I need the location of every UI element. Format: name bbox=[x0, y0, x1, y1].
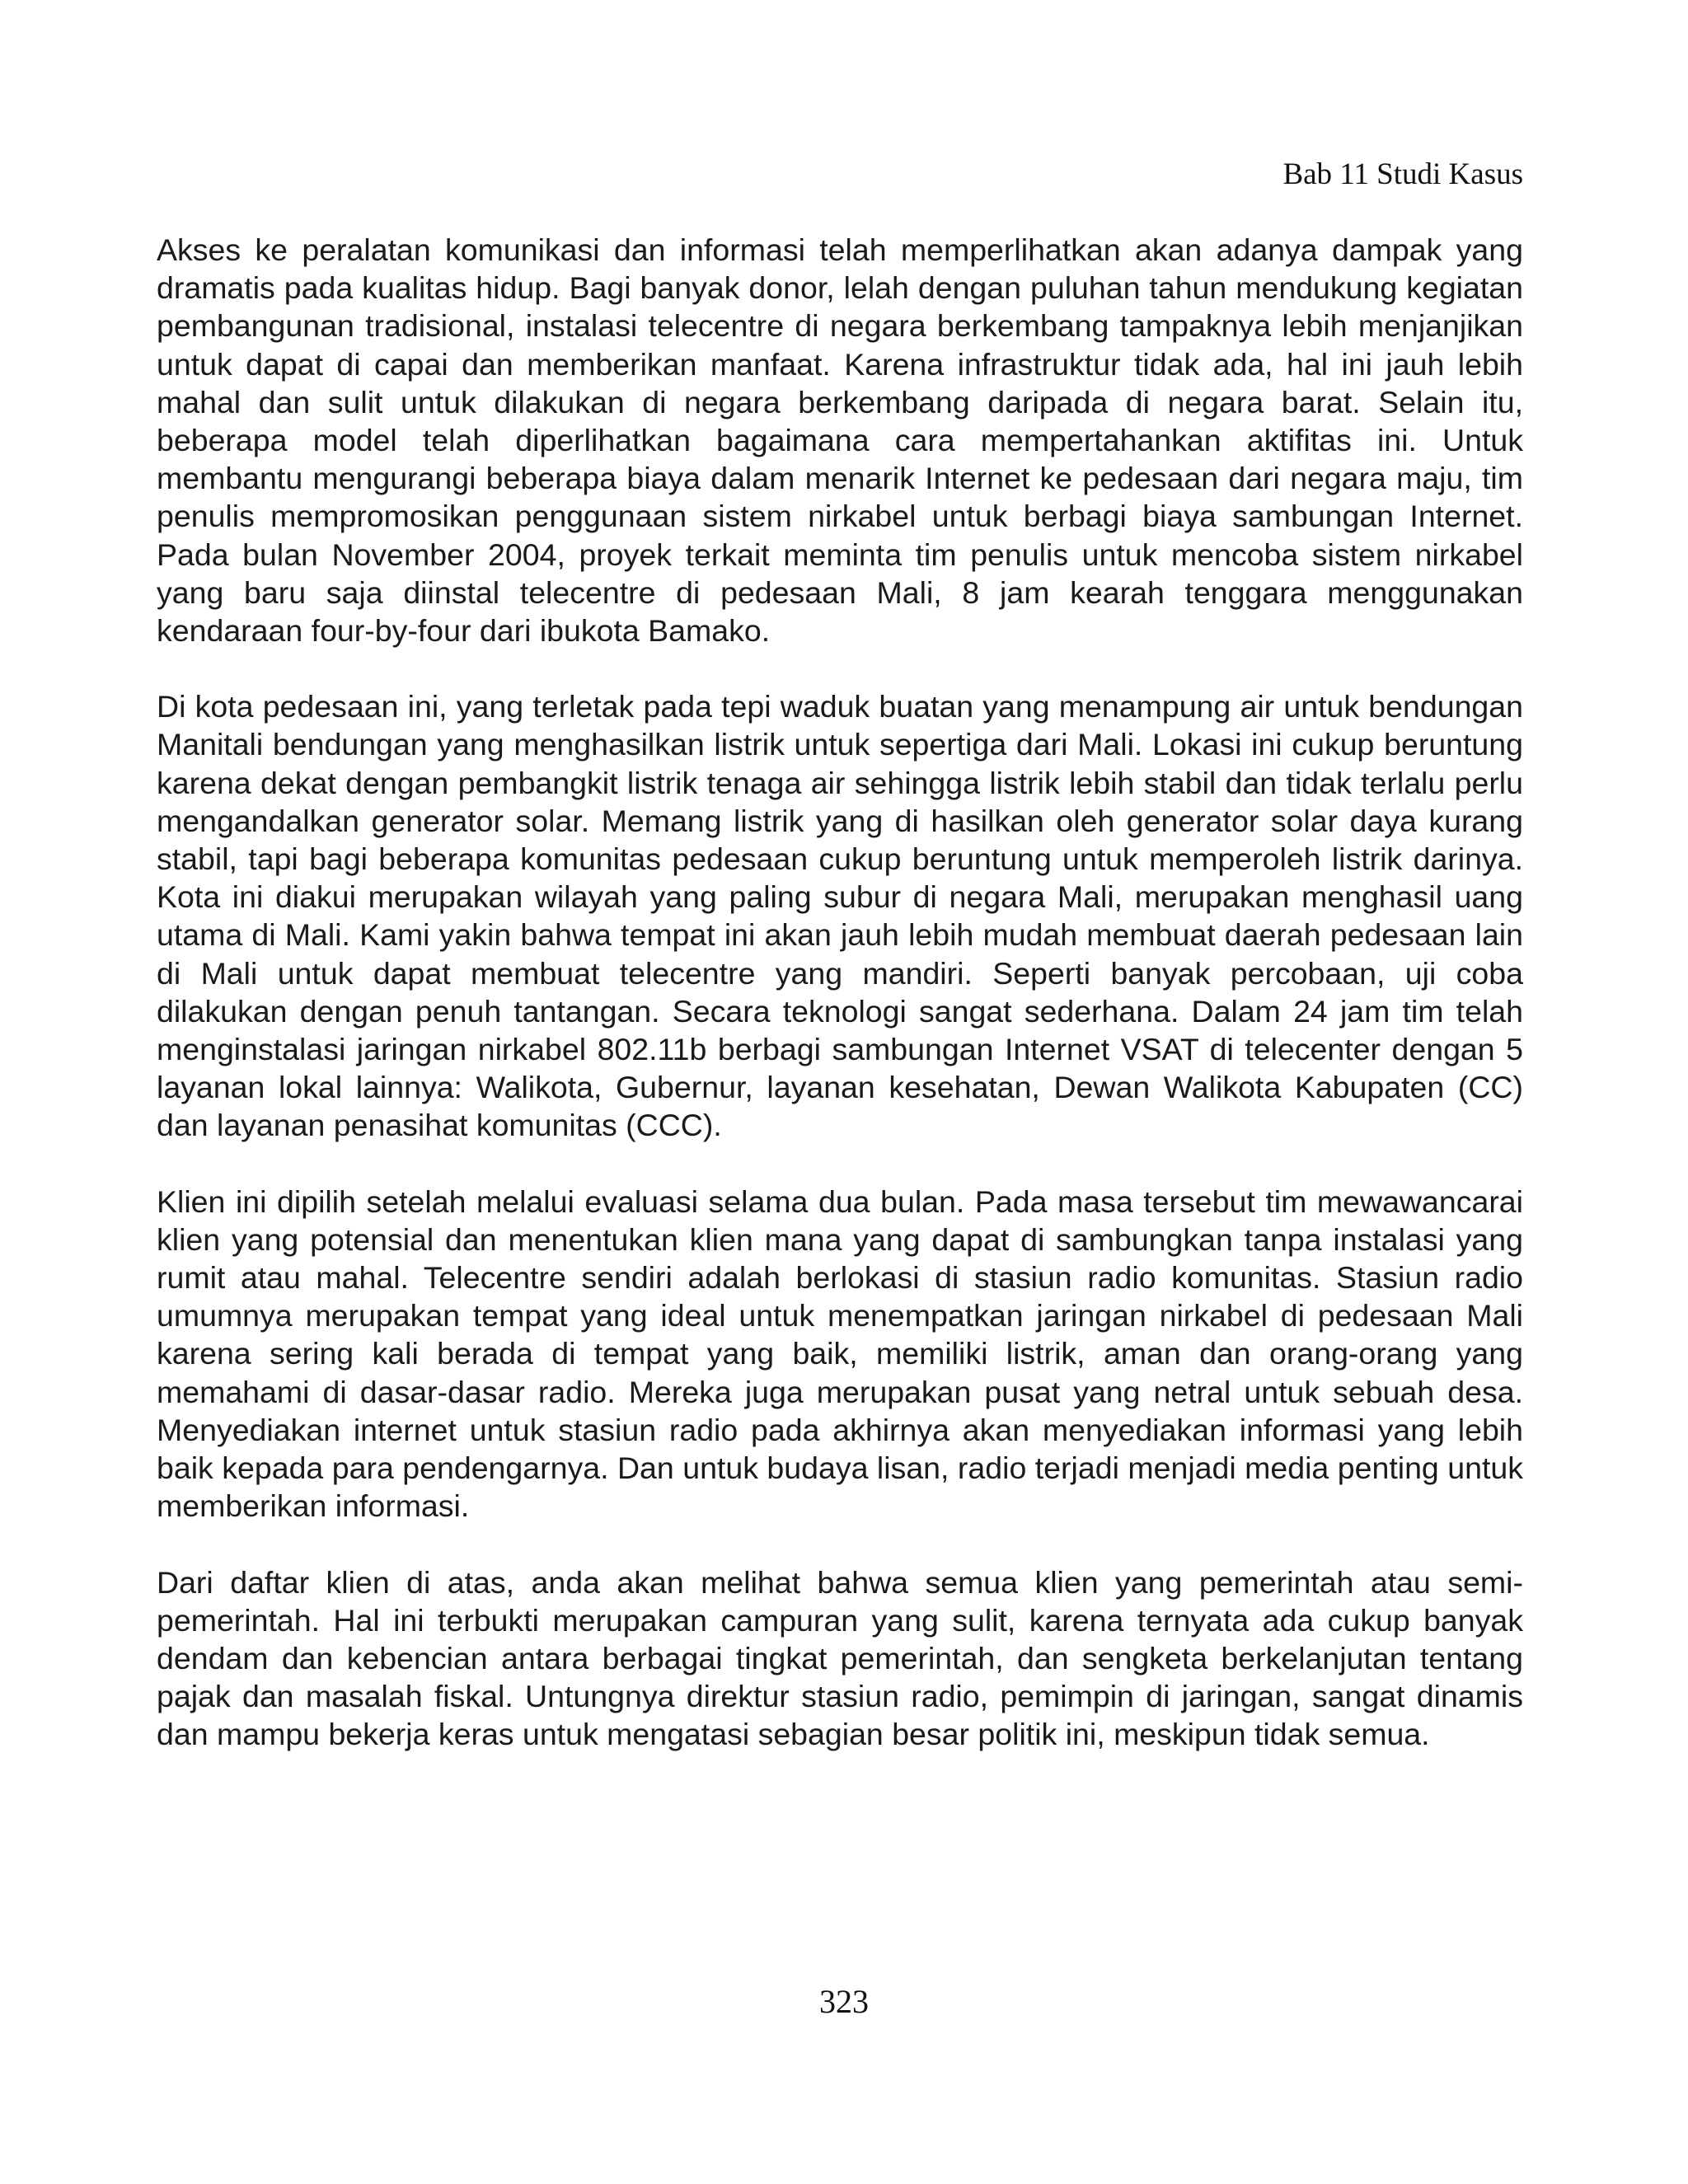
paragraph-1: Akses ke peralatan komunikasi dan informasi telah memperlihatkan akan adanya dampak yang dramatis pada kualitas hidup. Bagi banyak donor, lelah dengan puluhan tahun mendukung kegiatan pembangunan tradisional, instalasi telecentre di negara berkembang tampaknya lebih menjanjikan untuk dapat di capai dan memberikan manfaat. Karena infrastruktur tidak ada, hal ini jauh lebih mahal dan sulit untuk dilakukan di negara berkembang daripada di negara barat. Selain itu, beberapa model telah diperlihatkan bagaimana cara mempertahankan aktifitas ini. Untuk membantu mengurangi beberapa biaya dalam menarik Internet ke pedesaan dari negara maju, tim penulis mempromosikan penggunaan sistem nirkabel untuk berbagi biaya sambungan Internet. Pada bulan November 2004, proyek terkait meminta tim penulis untuk mencoba sistem nirkabel yang baru saja diinstal telecentre di pedesaan Mali, 8 jam kearah tenggara menggunakan kendaraan four-by-four dari ibukota Bamako. bbox=[157, 232, 1523, 649]
paragraph-4: Dari daftar klien di atas, anda akan melihat bahwa semua klien yang pemerintah atau semi-pemerintah. Hal ini terbukti merupakan campuran yang sulit, karena ternyata ada cukup banyak dendam dan kebencian antara berbagai tingkat pemerintah, dan sengketa berkelanjutan tentang pajak dan masalah fiskal. Untungnya direktur stasiun radio, pemimpin di jaringan, sangat dinamis dan mampu bekerja keras untuk mengatasi sebagian besar politik ini, meskipun tidak semua. bbox=[157, 1564, 1523, 1752]
page-number: 323 bbox=[819, 1983, 869, 2020]
running-header: Bab 11 Studi Kasus bbox=[1282, 157, 1523, 191]
paragraph-2: Di kota pedesaan ini, yang terletak pada tepi waduk buatan yang menampung air untuk bendungan Manitali bendungan yang menghasilkan listrik untuk sepertiga dari Mali. Lokasi ini cukup beruntung karena dekat dengan pembangkit listrik tenaga air sehingga listrik lebih stabil dan tidak terlalu perlu mengandalkan generator solar. Memang listrik yang di hasilkan oleh generator solar daya kurang stabil, tapi bagi beberapa komunitas pedesaan cukup beruntung untuk memperoleh listrik darinya. Kota ini diakui merupakan wilayah yang paling subur di negara Mali, merupakan menghasil uang utama di Mali. Kami yakin bahwa tempat ini akan jauh lebih mudah membuat daerah pedesaan lain di Mali untuk dapat membuat telecentre yang mandiri. Seperti banyak percobaan, uji coba dilakukan dengan penuh tantangan. Secara teknologi sangat sederhana. Dalam 24 jam tim telah menginstalasi jaringan nirkabel 802.11b berbagi sambungan Internet VSAT di telecenter dengan 5 layanan lokal lainnya: Walikota, Gubernur, layanan kesehatan, Dewan Walikota Kabupaten (CC) dan layanan penasihat komunitas (CCC). bbox=[157, 689, 1523, 1143]
paragraph-3: Klien ini dipilih setelah melalui evaluasi selama dua bulan. Pada masa tersebut tim mewawancarai klien yang potensial dan menentukan klien mana yang dapat di sambungkan tanpa instalasi yang rumit atau mahal. Telecentre sendiri adalah berlokasi di stasiun radio komunitas. Stasiun radio umumnya merupakan tempat yang ideal untuk menempatkan jaringan nirkabel di pedesaan Mali karena sering kali berada di tempat yang baik, memiliki listrik, aman dan orang-orang yang memahami di dasar-dasar radio. Mereka juga merupakan pusat yang netral untuk sebuah desa. Menyediakan internet untuk stasiun radio pada akhirnya akan menyediakan informasi yang lebih baik kepada para pendengarnya. Dan untuk budaya lisan, radio terjadi menjadi media penting untuk memberikan informasi. bbox=[157, 1183, 1523, 1524]
body-text bbox=[157, 231, 1523, 1754]
